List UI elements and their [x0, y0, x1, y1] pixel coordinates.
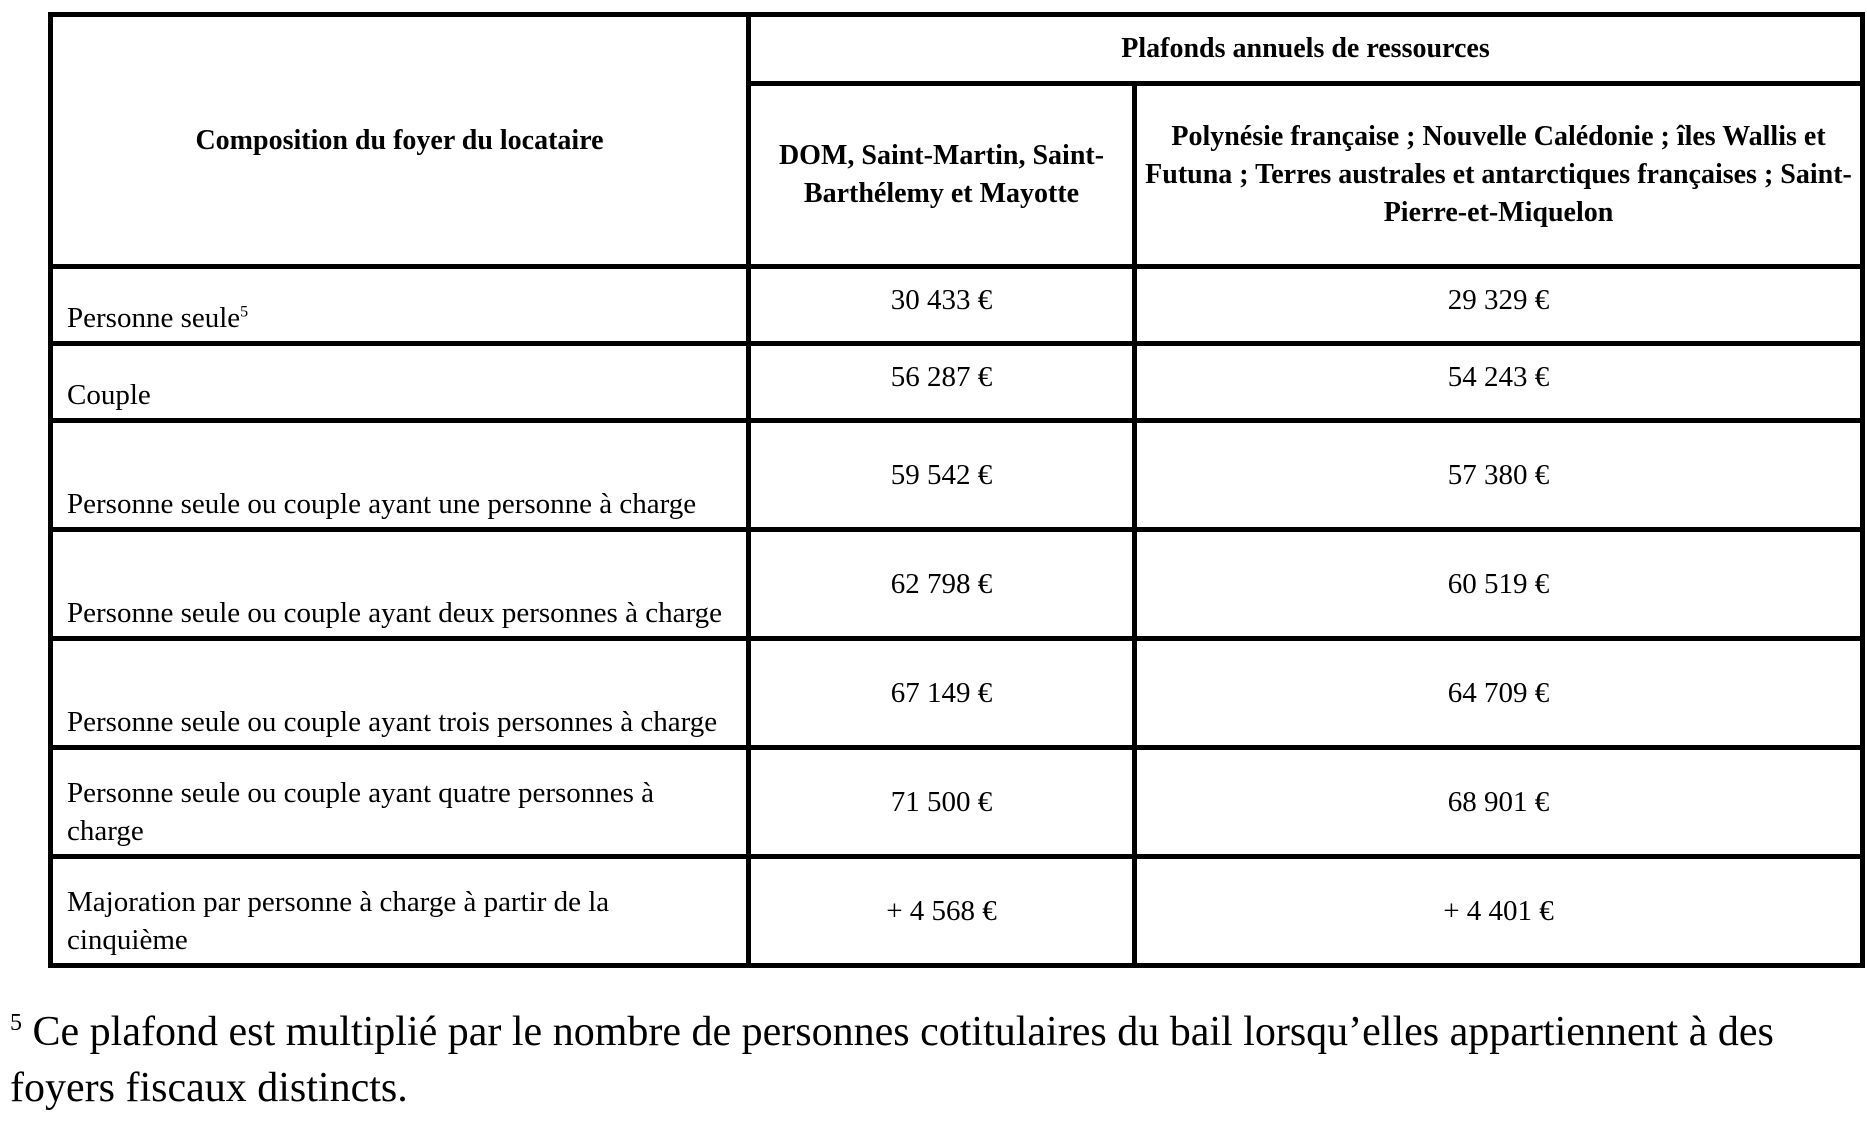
cell-polynesia-value: 64 709 € [1135, 639, 1863, 748]
table-row [51, 639, 1863, 748]
cell-polynesia-value: 29 329 € [1135, 267, 1863, 344]
row-label: Personne seule ou couple ayant trois personnes à charge [51, 639, 749, 748]
cell-dom-value: + 4 568 € [749, 857, 1135, 966]
table-row [51, 857, 1863, 966]
cell-dom-value: 62 798 € [749, 530, 1135, 639]
cell-polynesia-value: 68 901 € [1135, 748, 1863, 857]
table-row [51, 748, 1863, 857]
cell-polynesia-value: + 4 401 € [1135, 857, 1863, 966]
table-row [51, 344, 1863, 421]
cell-dom-value: 67 149 € [749, 639, 1135, 748]
table-row [51, 421, 1863, 530]
row-label [51, 267, 749, 344]
table-row [51, 267, 1863, 344]
cell-dom-value: 30 433 € [749, 267, 1135, 344]
row-label: Couple [51, 344, 749, 421]
row-label-text: Personne seule [67, 302, 241, 334]
table-row [51, 530, 1863, 639]
header-polynesia: Polynésie française ; Nouvelle Calédonie ; îles Wallis et Futuna ; Terres australes et antarctiques françaises ; Saint-Pierre-et-Miquelon [1135, 84, 1863, 267]
cell-polynesia-value: 57 380 € [1135, 421, 1863, 530]
footnote-text: Ce plafond est multiplié par le nombre de personnes cotitulaires du bail lorsqu’elles appartiennent à des foyers fiscaux distincts. [10, 1009, 1774, 1111]
row-label: Personne seule ou couple ayant quatre personnes à charge [51, 748, 749, 857]
row-label: Personne seule ou couple ayant une personne à charge [51, 421, 749, 530]
footnote-marker: 5 [10, 1010, 22, 1036]
row-label: Majoration par personne à charge à partir de la cinquième [51, 857, 749, 966]
header-annual-ceilings: Plafonds annuels de ressources [749, 15, 1863, 84]
footnote [10, 1004, 1850, 1116]
footnote-ref: 5 [240, 303, 249, 321]
header-dom: DOM, Saint-Martin, Saint-Barthélemy et Mayotte [749, 84, 1135, 267]
income-ceilings-table-container [48, 12, 1860, 968]
header-composition: Composition du foyer du locataire [51, 15, 749, 267]
row-label: Personne seule ou couple ayant deux personnes à charge [51, 530, 749, 639]
cell-dom-value: 59 542 € [749, 421, 1135, 530]
cell-dom-value: 56 287 € [749, 344, 1135, 421]
cell-dom-value: 71 500 € [749, 748, 1135, 857]
income-ceilings-table [48, 12, 1865, 968]
cell-polynesia-value: 60 519 € [1135, 530, 1863, 639]
cell-polynesia-value: 54 243 € [1135, 344, 1863, 421]
